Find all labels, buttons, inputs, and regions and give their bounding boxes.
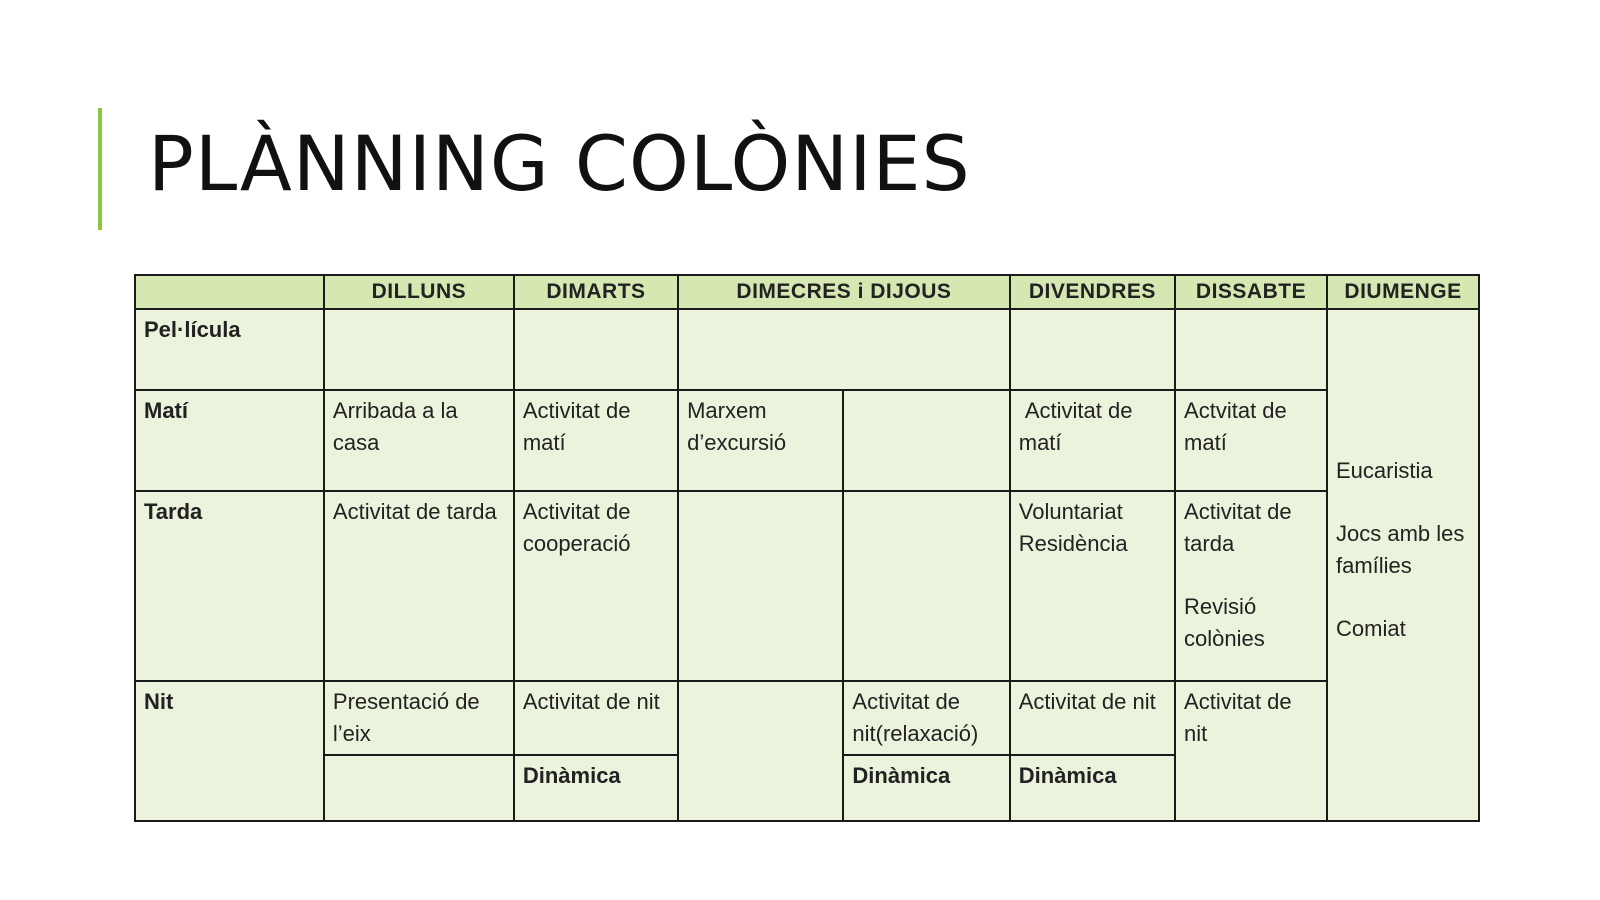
tarda-dissabte-revisio: Revisió colònies (1184, 594, 1265, 651)
header-corner (135, 275, 324, 309)
cell-nit-dimarts: Activitat de nit (514, 681, 678, 755)
cell-diumenge (1327, 309, 1479, 821)
cell-mati-dijous (843, 390, 1009, 491)
row-nit (135, 681, 1479, 755)
cell-mati-dilluns: Arribada a la casa (324, 390, 514, 491)
cell-nit-dimecres (678, 681, 843, 821)
cell-pellicula-dilluns (324, 309, 514, 390)
cell-tarda-dimarts: Activitat de cooperació (514, 491, 678, 681)
cell-dinamica-dijous: Dinàmica (843, 755, 1009, 821)
planning-table (134, 274, 1480, 822)
tarda-divendres-line-2: Residència (1018, 531, 1128, 556)
cell-dinamica-divendres: Dinàmica (1010, 755, 1175, 821)
cell-mati-dimecres: Marxem d’excursió (678, 390, 843, 491)
row-pellicula (135, 309, 1479, 390)
diumenge-eucaristia: Eucaristia (1336, 457, 1433, 483)
title-accent-bar (98, 108, 102, 230)
cell-pellicula-dimarts (514, 309, 678, 390)
header-dilluns: DILLUNS (324, 275, 514, 309)
cell-tarda-dijous (843, 491, 1009, 681)
row-label-pellicula: Pel·lícula (135, 309, 324, 390)
cell-pellicula-dimecres-dijous (678, 309, 1010, 390)
cell-pellicula-dissabte (1175, 309, 1327, 390)
cell-nit-dilluns-empty (324, 755, 514, 821)
cell-mati-divendres: Activitat de matí (1010, 390, 1175, 491)
row-label-mati: Matí (135, 390, 324, 491)
diumenge-jocs: Jocs amb les famílies (1336, 520, 1465, 578)
header-dimarts: DIMARTS (514, 275, 678, 309)
diumenge-comiat: Comiat (1336, 615, 1406, 641)
spacer (1184, 560, 1318, 591)
cell-tarda-dilluns: Activitat de tarda (324, 491, 514, 681)
cell-nit-dissabte: Activitat de nit (1175, 681, 1327, 821)
row-tarda (135, 491, 1479, 681)
row-label-tarda: Tarda (135, 491, 324, 681)
row-label-nit: Nit (135, 681, 324, 821)
header-dimecres-dijous: DIMECRES i DIJOUS (678, 275, 1010, 309)
cell-tarda-dimecres (678, 491, 843, 681)
cell-nit-divendres: Activitat de nit (1010, 681, 1175, 755)
cell-tarda-divendres (1010, 491, 1175, 681)
table-header-row (135, 275, 1479, 309)
cell-pellicula-divendres (1010, 309, 1175, 390)
cell-mati-dissabte: Actvitat de matí (1175, 390, 1327, 491)
header-divendres: DIVENDRES (1010, 275, 1175, 309)
header-dissabte: DISSABTE (1175, 275, 1327, 309)
header-diumenge: DIUMENGE (1327, 275, 1479, 309)
cell-mati-dimarts: Activitat de matí (514, 390, 678, 491)
cell-nit-dijous: Activitat de nit(relaxació) (843, 681, 1009, 755)
tarda-dissabte-activitat: Activitat de tarda (1184, 499, 1292, 556)
row-mati (135, 390, 1479, 491)
tarda-divendres-line-1: Voluntariat (1018, 499, 1123, 524)
cell-tarda-dissabte (1175, 491, 1327, 681)
cell-dinamica-dimarts: Dinàmica (514, 755, 678, 821)
cell-nit-dilluns: Presentació de l’eix (324, 681, 514, 755)
page-title: PLÀNNING COLÒNIES (148, 119, 971, 208)
